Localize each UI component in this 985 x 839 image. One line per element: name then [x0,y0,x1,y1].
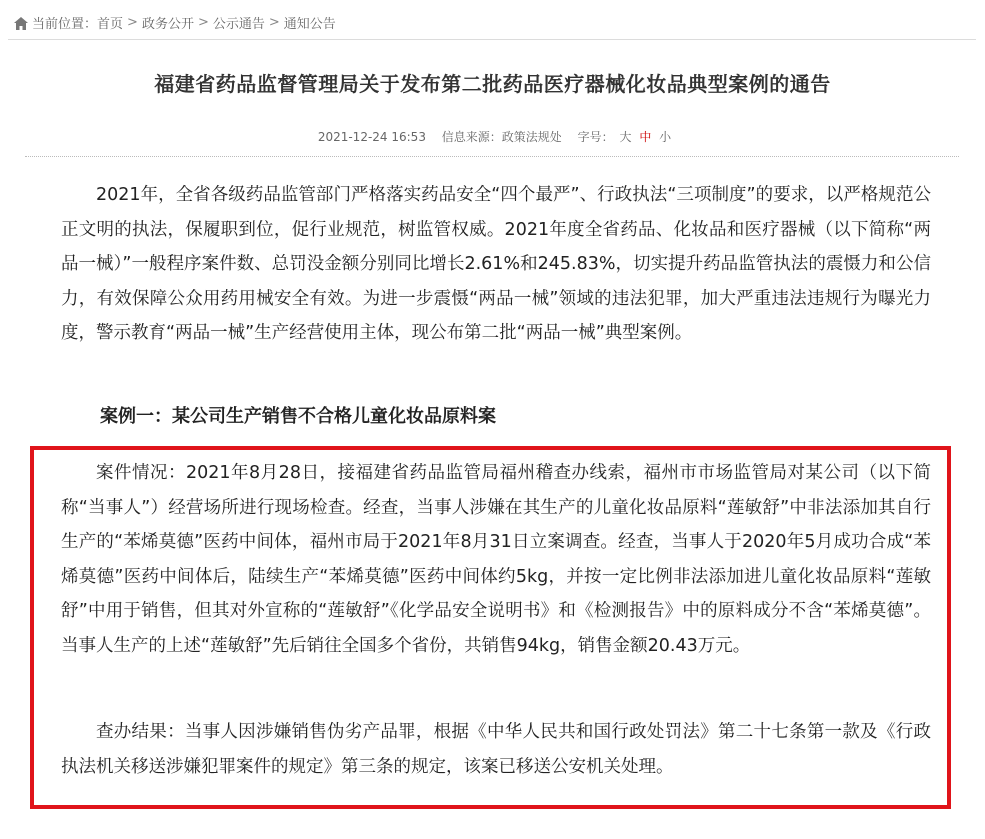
breadcrumb-separator: > [197,15,209,30]
breadcrumb-separator: > [127,15,138,30]
intro-paragraph: 2021年，全省各级药品监管部门严格落实药品安全“四个最严”、行政执法“三项制度”的要求，以严格规范公正文明的执法，保履职到位，促行业规范，树监管权威。2021年度全省药品、化妆品和医疗器械（以下简称“两品一械）”一般程序案件数、总罚没金额分别同比增长2.61%和245.83%，切实提升药品监管执法的震慑力和公信力，有效保障公众用药用械安全有效。为进一步震慑“两品一械”领域的违法犯罪，加大严重违法违规行为曝光力度，警示教育“两品一械”生产经营使用主体，现公布第二批“两品一械”典型案例。 [61,185,931,343]
case-result-paragraph: 查办结果：当事人因涉嫌销售伪劣产品罪，根据《中华人民共和国行政处罚法》第二十七条第一款及《行政执法机关移送涉嫌犯罪案件的规定》第三条的规定，该案已移送公安机关处理。 [61,722,931,777]
home-icon [14,17,28,30]
font-size-small-button[interactable]: 小 [659,130,672,144]
breadcrumb-separator: > [268,15,280,30]
font-size-label: 字号： [577,130,614,144]
divider [25,156,959,157]
case-heading: 案例一：某公司生产销售不合格儿童化妆品原料案 [100,406,496,427]
breadcrumb-government-affairs[interactable]: 政务公开 [141,17,194,32]
publish-date: 2021-12-24 16:53 [317,130,426,144]
article-title: 福建省药品监督管理局关于发布第二批药品医疗器械化妆品典型案例的通告 [154,72,831,96]
breadcrumb-notices[interactable]: 公示通告 [212,17,265,32]
article-meta [0,128,985,145]
breadcrumb [8,8,976,40]
info-source: 信息来源：政策法规处 [441,130,562,144]
case-situation-paragraph: 案件情况：2021年8月28日，接福建省药品监管局福州稽查办线索，福州市市场监管局对某公司（以下简称“当事人”）经营场所进行现场检查。经查，当事人涉嫌在其生产的儿童化妆品原料“莲敏舒”中非法添加其自行生产的“苯烯莫德”医药中间体，福州市局于2021年8月31日立案调查。经查，当事人于2020年5月成功合成“苯烯莫德”医药中间体后，陆续生产“苯烯莫德”医药中间体约5kg，并按一定比例非法添加进儿童化妆品原料“莲敏舒”中用于销售，但其对外宣称的“莲敏舒”《化学品安全说明书》和《检测报告》中的原料成分不含“苯烯莫德”。当事人生产的上述“莲敏舒”先后销往全国多个省份，共销售94kg，销售金额20.43万元。 [61,463,931,656]
font-size-control [578,130,674,144]
breadcrumb-announcements[interactable]: 通知公告 [283,17,336,32]
breadcrumb-home[interactable]: 首页 [97,17,124,32]
breadcrumb-prefix: 当前位置： [32,17,98,32]
font-size-large-button[interactable]: 大 [619,130,632,144]
font-size-medium-button[interactable]: 中 [639,130,652,144]
